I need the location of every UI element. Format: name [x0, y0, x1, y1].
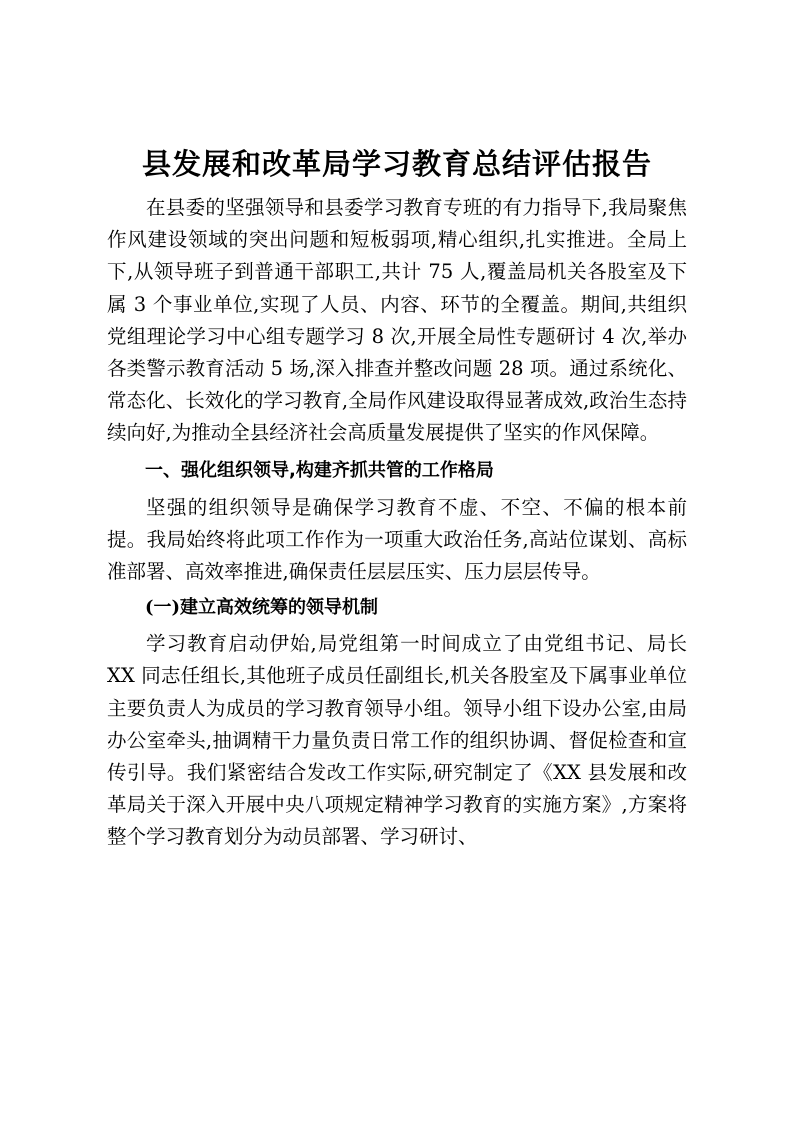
document-title: 县发展和改革局学习教育总结评估报告 — [141, 147, 652, 181]
section-paragraph: 坚强的组织领导是确保学习教育不虚、不空、不偏的根本前提。我局始终将此项工作作为一项重大政治任务,高站位谋划、高标准部署、高效率推进,确保责任层层压实、压力层层传导。 — [107, 495, 687, 584]
document-page — [107, 136, 687, 854]
section-heading: 一、强化组织领导,构建齐抓共管的工作格局 — [145, 459, 494, 481]
subsection-heading: (一)建立高效统筹的领导机制 — [145, 597, 379, 619]
intro-paragraph: 在县委的坚强领导和县委学习教育专班的有力指导下,我局聚焦作风建设领域的突出问题和短板弱项,精心组织,扎实推进。全局上下,从领导班子到普通干部职工,共计 75 人,覆盖局机关各股室及下属 3 个事业单位,实现了人员、内容、环节的全覆盖。期间,共组织党组理论学习中心组专题学习 8 次,开展全局性专题研讨 4 次,举办各类警示教育活动 5 场,深入排查并整改问题 28 项。通过系统化、常态化、长效化的学习教育,全局作风建设取得显著成效,政治生态持续向好,为推动全县经济社会高质量发展提供了坚实的作风保障。 — [107, 196, 687, 445]
subsection-paragraph: 学习教育启动伊始,局党组第一时间成立了由党组书记、局长 XX 同志任组长,其他班子成员任副组长,机关各股室及下属事业单位主要负责人为成员的学习教育领导小组。领导小组下设办公室,由局办公室牵头,抽调精干力量负责日常工作的组织协调、督促检查和宣传引导。我们紧密结合发改工作实际,研究制定了《XX 县发展和改革局关于深入开展中央八项规定精神学习教育的实施方案》,方案将整个学习教育划分为动员部署、学习研讨、 — [107, 632, 687, 849]
